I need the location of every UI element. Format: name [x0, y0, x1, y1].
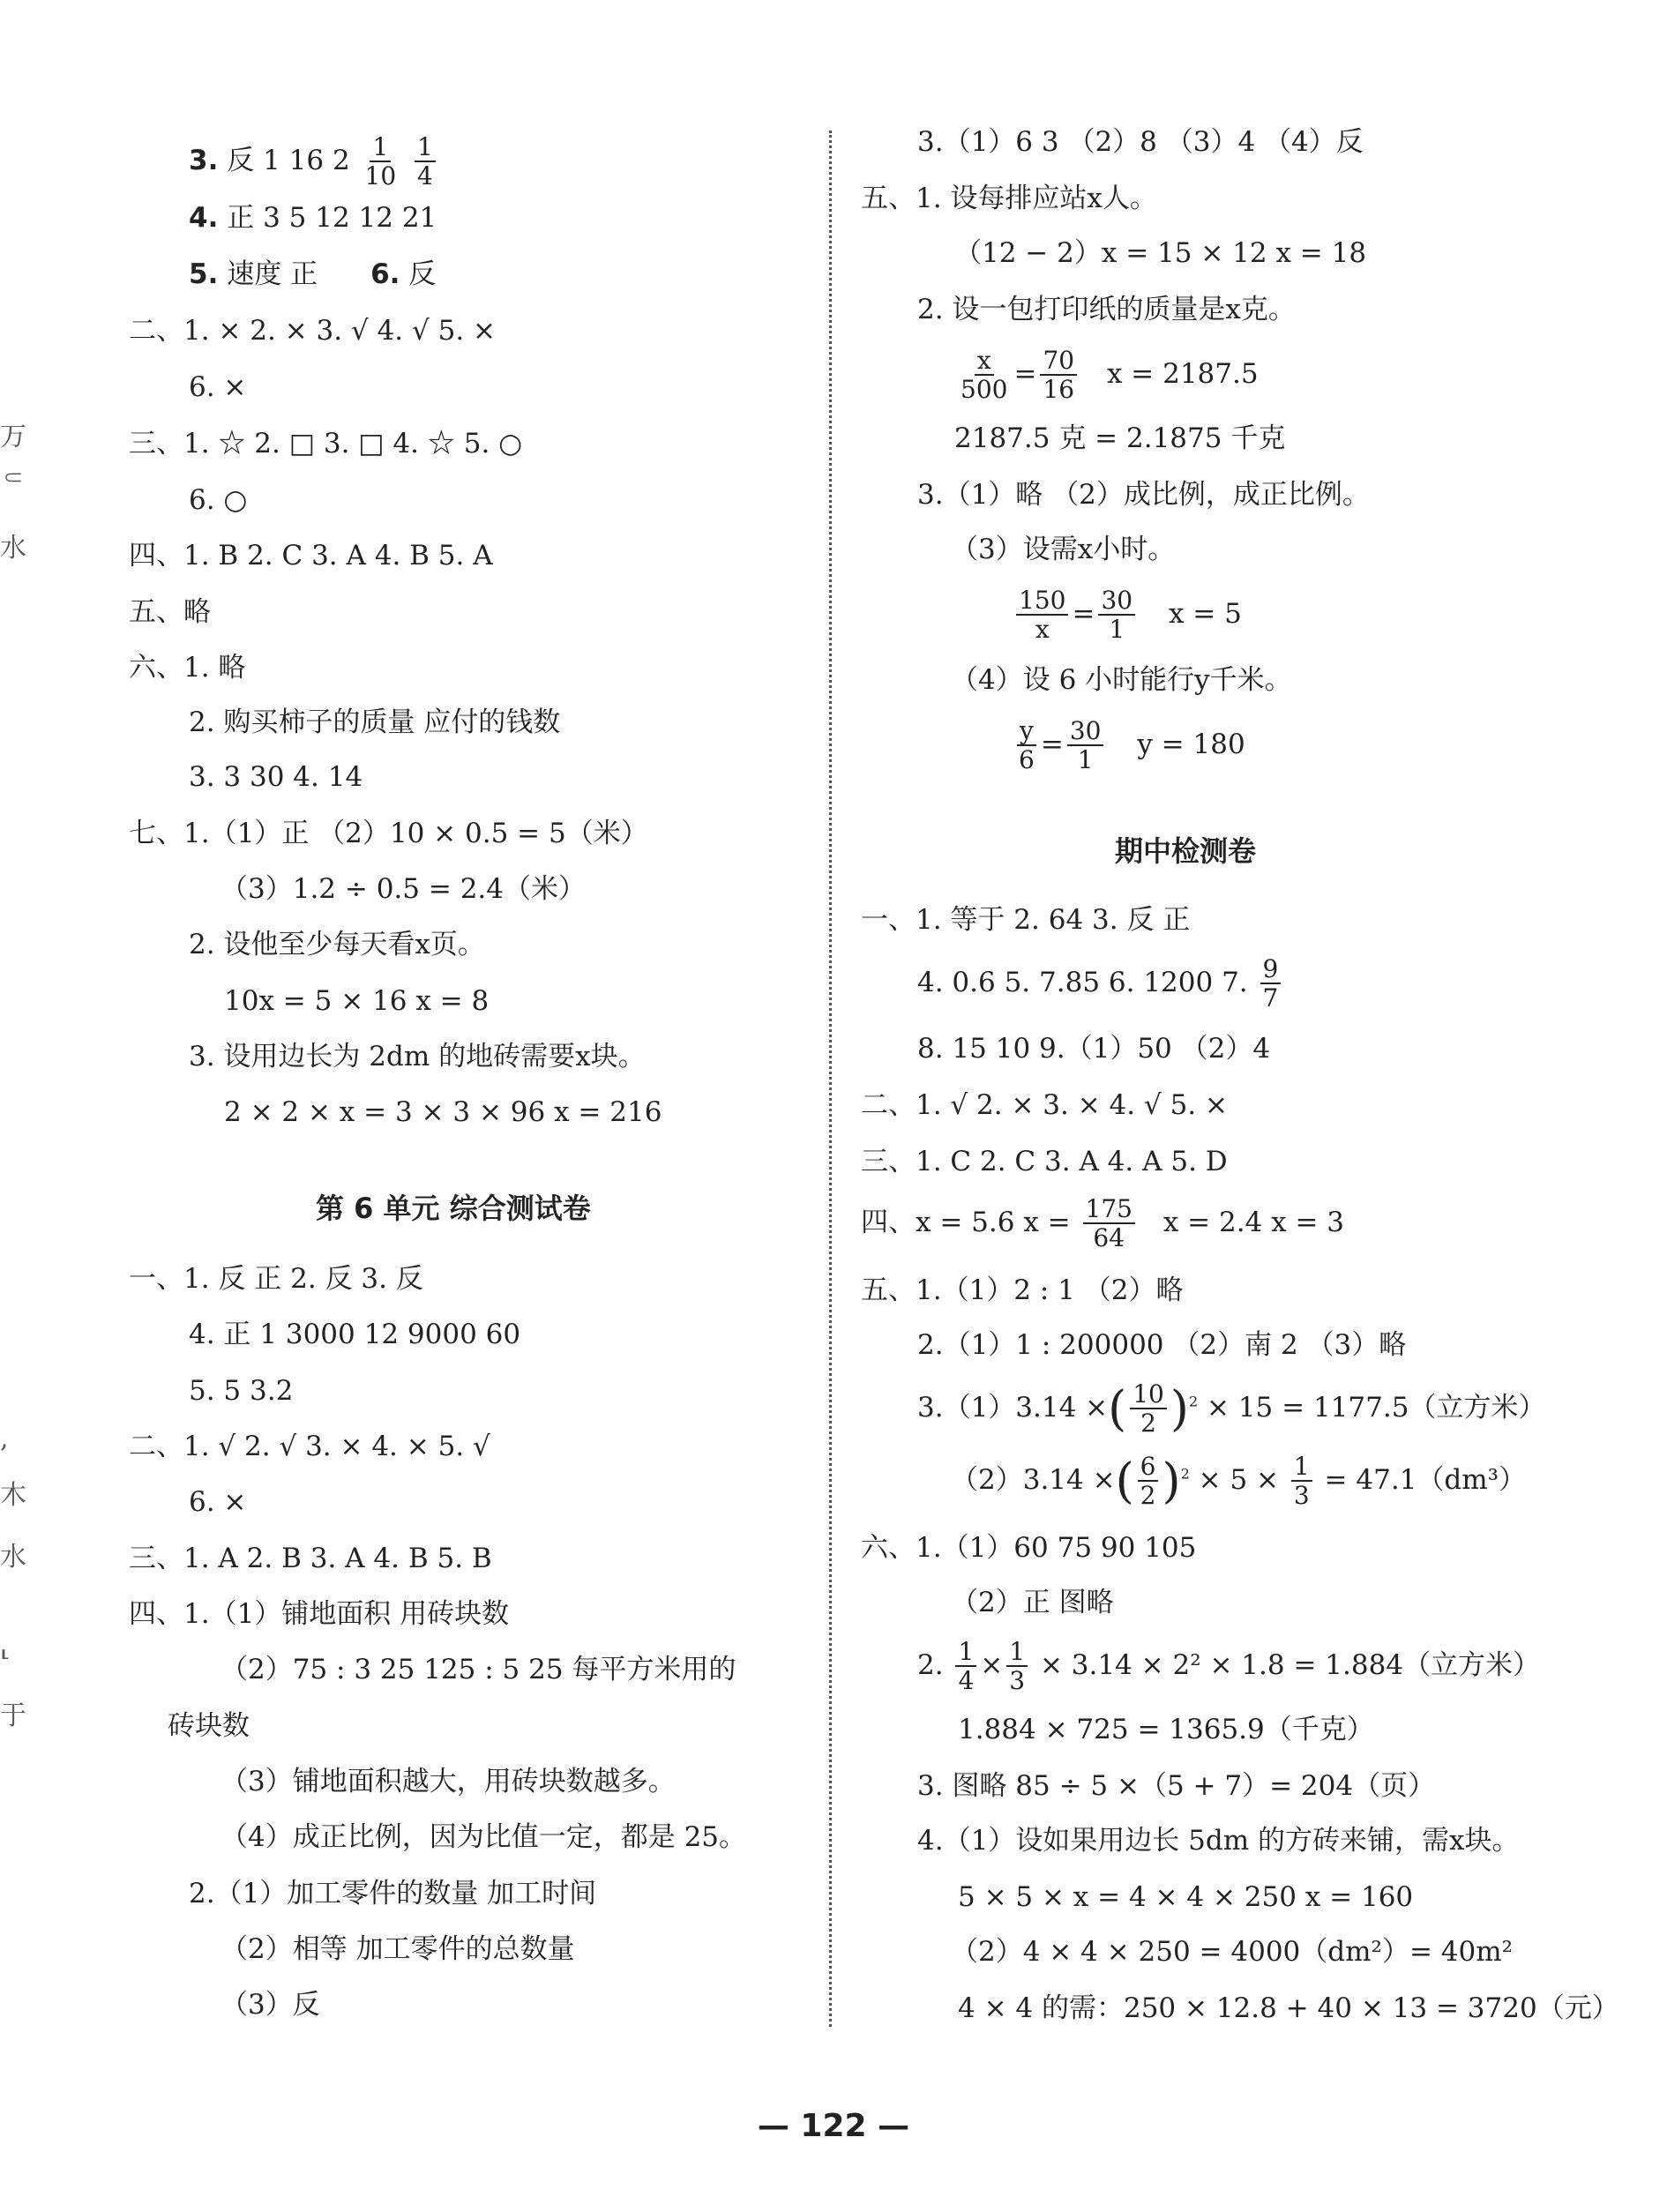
right-line-13: 4. 0.6 5. 7.85 6. 1200 7. $\frac{9}{7}$ [917, 956, 1284, 1012]
right-line-20: 3.（1）3.14 ×( $\frac{10}{2}$ )$^2$ × 15 = 1177.5（立方米） [917, 1379, 1546, 1439]
left-line-13: 七、1.（1）正 （2）10 × 0.5 = 5（米） [129, 818, 648, 849]
left-line-5: 6. × [189, 371, 247, 403]
right-line-10: （4）设 6 小时能行y千米。 [951, 664, 1292, 696]
right-line-26: 3. 图略 85 ÷ 5 ×（5 + 7）= 204（页） [917, 1770, 1436, 1802]
right-line-28: 5 × 5 × x = 4 × 4 × 250 x = 160 [958, 1881, 1414, 1913]
right-line-19: 2.（1）1 : 200000 （2）南 2 （3）略 [917, 1329, 1407, 1361]
right-line-7: 3.（1）略 （2）成比例，成正比例。 [917, 479, 1370, 511]
right-line-5: $\frac{x}{500}$ = $\frac{70}{16}$ x = 2187.5 [954, 347, 1259, 403]
page-number: — 122 — [757, 2108, 910, 2144]
right-line-1: 3.（1）6 3 （2）8 （3）4 （4）反 [917, 126, 1364, 158]
fraction: $\frac{30}{1}$ [1067, 718, 1104, 773]
fraction: $\frac{10}{2}$ [1130, 1381, 1167, 1437]
left-line-28: （3）铺地面积越大，用砖块数越多。 [221, 1766, 676, 1797]
right-line-15: 二、1. √ 2. × 3. × 4. √ 5. × [861, 1089, 1229, 1121]
left-line-2: 4. 正 3 5 12 12 21 [189, 202, 437, 234]
right-line-21: （2）3.14 ×( $\frac{6}{2}$ )$^2$ × 5 × $\frac{1}{3}$ = 47.1（dm³） [951, 1452, 1527, 1511]
left-line-29: （4）成正比例，因为比值一定，都是 25。 [221, 1821, 747, 1853]
edge-char: 木 [0, 1480, 26, 1511]
left-line-21: 5. 5 3.2 [189, 1375, 294, 1407]
left-line-32: （3）反 [221, 1989, 320, 2021]
right-line-22: 六、1.（1）60 75 90 105 [861, 1532, 1197, 1564]
section-heading-unit6: 第 6 单元 综合测试卷 [316, 1192, 591, 1225]
right-line-30: 4 × 4 的需：250 × 12.8 + 40 × 13 = 3720（元） [958, 1992, 1619, 2024]
left-line-22: 二、1. √ 2. √ 3. × 4. × 5. √ [129, 1431, 490, 1462]
right-line-16: 三、1. C 2. C 3. A 4. A 5. D [861, 1146, 1228, 1177]
right-line-18: 五、1.（1）2 : 1 （2）略 [861, 1274, 1184, 1306]
fraction: $\frac{x}{500}$ [961, 346, 1008, 405]
fraction: $\frac{150}{x}$ [1016, 587, 1068, 643]
fraction: $\frac{y}{6}$ [1019, 716, 1035, 775]
fraction: $\frac{1}{4}$ [955, 1639, 976, 1694]
left-line-19: 一、1. 反 正 2. 反 3. 反 [129, 1263, 423, 1295]
left-line-18: 2 × 2 × x = 3 × 3 × 96 x = 216 [224, 1096, 662, 1128]
right-line-25: 1.884 × 725 = 1365.9（千克） [958, 1714, 1374, 1745]
edge-char: 万 [0, 422, 26, 452]
fraction: $\frac{70}{16}$ [1040, 347, 1077, 403]
right-line-17: 四、x = 5.6 x = $\frac{175}{64}$ x = 2.4 x = 3 [861, 1194, 1345, 1253]
left-line-24: 三、1. A 2. B 3. A 4. B 5. B [129, 1543, 492, 1574]
left-line-23: 6. × [189, 1486, 247, 1518]
section-heading-midterm: 期中检测卷 [1115, 834, 1257, 868]
edge-char: , [0, 1424, 9, 1454]
fraction: $\frac{30}{1}$ [1098, 587, 1135, 643]
left-line-15: 2. 设他至少每天看x页。 [189, 929, 485, 960]
right-line-27: 4.（1）设如果用边长 5dm 的方砖来铺，需x块。 [917, 1825, 1520, 1857]
left-line-7: 6. ○ [189, 484, 248, 516]
edge-char: 水 [0, 533, 26, 564]
right-line-24: 2. $\frac{1}{4}$ × $\frac{1}{3}$ × 3.14 × 2² × 1.8 = 1.884（立方米） [917, 1637, 1541, 1696]
right-line-4: 2. 设一包打印纸的质量是x克。 [917, 294, 1296, 325]
fraction: $\frac{9}{7}$ [1260, 956, 1282, 1012]
left-line-17: 3. 设用边长为 2dm 的地砖需要x块。 [189, 1041, 646, 1072]
right-line-2: 五、1. 设每排应站x人。 [861, 183, 1157, 214]
fraction: $\frac{6}{2}$ [1138, 1453, 1159, 1509]
edge-char: 水 [0, 1542, 26, 1573]
column-divider [829, 131, 832, 2027]
fraction: $\frac{1}{10}$ [364, 132, 397, 191]
right-line-12: 一、1. 等于 2. 64 3. 反 正 [861, 904, 1191, 936]
fraction: $\frac{1}{4}$ [415, 134, 436, 190]
left-line-14: （3）1.2 ÷ 0.5 = 2.4（米） [221, 873, 586, 905]
edge-char: ⸦ [0, 463, 26, 494]
left-line-25: 四、1.（1）铺地面积 用砖块数 [129, 1598, 510, 1630]
left-line-16: 10x = 5 × 16 x = 8 [224, 985, 490, 1017]
fraction: $\frac{175}{64}$ [1083, 1196, 1135, 1252]
left-line-11: 2. 购买柿子的质量 应付的钱数 [189, 706, 561, 738]
left-line-10: 六、1. 略 [129, 652, 246, 684]
right-line-6: 2187.5 克 = 2.1875 千克 [954, 422, 1286, 454]
left-line-31: （2）相等 加工零件的总数量 [221, 1933, 575, 1965]
right-line-11: $\frac{y}{6}$ = $\frac{30}{1}$ y = 180 [1013, 718, 1245, 773]
left-line-30: 2.（1）加工零件的数量 加工时间 [189, 1878, 597, 1909]
fraction: $\frac{1}{3}$ [1291, 1453, 1312, 1509]
right-line-8: （3）设需x小时。 [951, 534, 1176, 565]
left-line-9: 五、略 [129, 596, 211, 628]
left-line-1: 3. 反 1 16 2 $\frac{1}{10}$ $\frac{1}{4}$ [189, 134, 439, 190]
left-line-12: 3. 3 30 4. 14 [189, 761, 363, 793]
left-line-4: 二、1. × 2. × 3. √ 4. √ 5. × [129, 315, 497, 347]
edge-char: 于 [0, 1700, 26, 1731]
fraction: $\frac{1}{3}$ [1006, 1639, 1028, 1694]
left-line-20: 4. 正 1 3000 12 9000 60 [189, 1319, 521, 1350]
right-line-29: （2）4 × 4 × 250 = 4000（dm²）= 40m² [951, 1936, 1514, 1968]
left-line-6: 三、1. ☆ 2. □ 3. □ 4. ☆ 5. ○ [129, 428, 523, 460]
left-line-8: 四、1. B 2. C 3. A 4. B 5. A [129, 540, 493, 572]
right-line-3: （12 − 2）x = 15 × 12 x = 18 [954, 237, 1367, 269]
right-line-9: $\frac{150}{x}$ = $\frac{30}{1}$ x = 5 [1013, 587, 1242, 643]
left-line-26: （2）75 : 3 25 125 : 5 25 每平方米用的 [221, 1654, 736, 1685]
left-line-3: 5. 速度 正 6. 反 [189, 258, 437, 290]
right-line-23: （2）正 图略 [951, 1587, 1114, 1618]
left-line-27: 砖块数 [168, 1710, 250, 1742]
right-line-14: 8. 15 10 9.（1）50 （2）4 [917, 1033, 1271, 1065]
edge-char: ⸤ [0, 1632, 11, 1663]
